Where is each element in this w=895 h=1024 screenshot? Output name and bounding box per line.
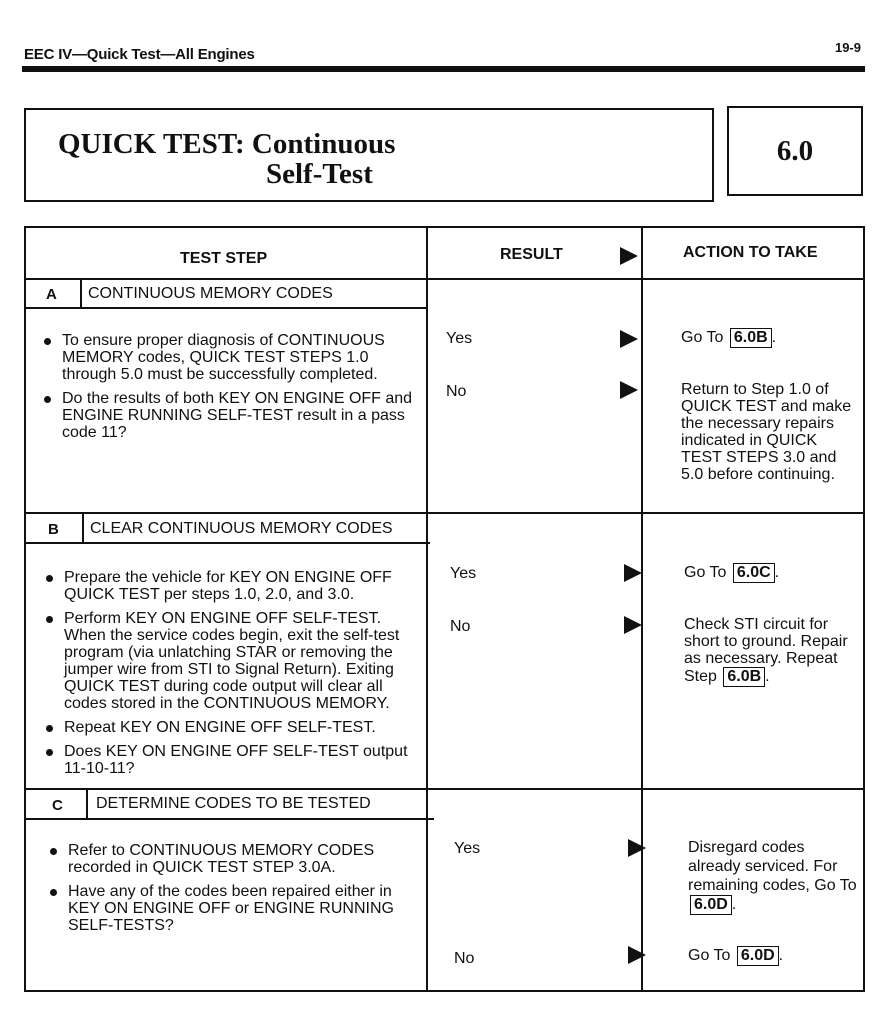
arrow-icon xyxy=(624,616,642,634)
section-a-letter-divider xyxy=(80,278,82,308)
section-c-action-no: Go To 6.0D . xyxy=(688,947,784,964)
diagnostic-table xyxy=(24,226,865,992)
list-item: Do the results of both KEY ON ENGINE OFF and ENGINE RUNNING SELF-TEST result in a pass code 11? xyxy=(42,390,422,441)
header-rule xyxy=(22,66,865,72)
section-b-title-divider xyxy=(26,542,430,544)
section-a-action-yes: Go To 6.0B . xyxy=(681,329,777,346)
list-item: Perform KEY ON ENGINE OFF SELF-TEST. When the service codes begin, exit the self-test program (via unlatching STAR or removing the jumper wire from STI to Signal Return). Exiting QUICK TEST during code output will clear all codes stored in the CONTINUOUS MEMORY. xyxy=(44,610,422,712)
section-c-title: DETERMINE CODES TO BE TESTED xyxy=(96,795,371,812)
section-b-letter: B xyxy=(48,521,59,538)
page-number: 19-9 xyxy=(834,40,861,55)
section-a-title-divider xyxy=(26,307,426,309)
procedure-number: 6.0 xyxy=(776,134,814,167)
step-reference: 6.0C xyxy=(733,563,775,583)
section-c-bullets xyxy=(48,842,426,941)
list-item: Repeat KEY ON ENGINE OFF SELF-TEST. xyxy=(44,719,422,736)
column-divider-1 xyxy=(426,228,428,990)
section-b-result-yes: Yes xyxy=(450,565,477,582)
section-b-bullets xyxy=(44,569,422,784)
arrow-icon xyxy=(620,247,638,265)
section-b-action-no: Check STI circuit for short to ground. Repair as necessary. Repeat Step 6.0B . xyxy=(684,616,848,685)
section-a-divider xyxy=(26,512,863,514)
title-line-2: Self-Test xyxy=(266,158,373,190)
section-b-divider xyxy=(26,788,863,790)
arrow-icon xyxy=(620,330,638,348)
section-b-result-no: No xyxy=(450,618,471,635)
section-a-title: CONTINUOUS MEMORY CODES xyxy=(88,285,333,302)
section-a-letter: A xyxy=(46,286,57,303)
list-item: To ensure proper diagnosis of CONTINUOUS MEMORY codes, QUICK TEST STEPS 1.0 through 5.0 must be successfully completed. xyxy=(42,332,422,383)
title-line-1: QUICK TEST: Continuous xyxy=(58,128,396,160)
header-row-divider xyxy=(26,278,863,280)
section-b-action-yes: Go To 6.0C . xyxy=(684,564,780,581)
step-reference: 6.0B xyxy=(723,667,765,687)
column-divider-2 xyxy=(641,228,643,990)
step-reference: 6.0D xyxy=(690,895,732,915)
step-reference: 6.0D xyxy=(737,946,779,966)
section-c-result-no: No xyxy=(454,950,475,967)
section-a-result-no: No xyxy=(446,383,467,400)
section-b-letter-divider xyxy=(82,512,84,543)
section-a-action-no: Return to Step 1.0 of QUICK TEST and make the necessary repairs indicated in QUICK TEST STEPS 3.0 and 5.0 before continuing. xyxy=(681,381,852,483)
list-item: Does KEY ON ENGINE OFF SELF-TEST output 11-10-11? xyxy=(44,743,422,777)
arrow-icon xyxy=(628,839,646,857)
arrow-icon xyxy=(628,946,646,964)
section-a-bullets xyxy=(42,332,422,448)
list-item: Have any of the codes been repaired either in KEY ON ENGINE OFF or ENGINE RUNNING SELF-TESTS? xyxy=(48,883,426,934)
title-box xyxy=(24,108,714,202)
section-c-letter-divider xyxy=(86,788,88,819)
section-c-action-yes: Disregard codes already serviced. For remaining codes, Go To 6.0D . xyxy=(688,839,857,913)
section-c-result-yes: Yes xyxy=(454,840,481,857)
document-header-title: EEC IV—Quick Test—All Engines xyxy=(24,46,255,63)
section-b-title: CLEAR CONTINUOUS MEMORY CODES xyxy=(90,520,393,537)
section-c-letter: C xyxy=(52,797,63,814)
column-header-test-step: TEST STEP xyxy=(180,250,268,267)
list-item: Refer to CONTINUOUS MEMORY CODES recorded in QUICK TEST STEP 3.0A. xyxy=(48,842,426,876)
list-item: Prepare the vehicle for KEY ON ENGINE OFF QUICK TEST per steps 1.0, 2.0, and 3.0. xyxy=(44,569,422,603)
section-a-result-yes: Yes xyxy=(446,330,473,347)
column-header-result: RESULT xyxy=(500,246,563,263)
column-header-action: ACTION TO TAKE xyxy=(683,244,818,261)
step-reference: 6.0B xyxy=(730,328,772,348)
arrow-icon xyxy=(620,381,638,399)
arrow-icon xyxy=(624,564,642,582)
procedure-number-box xyxy=(727,106,863,196)
